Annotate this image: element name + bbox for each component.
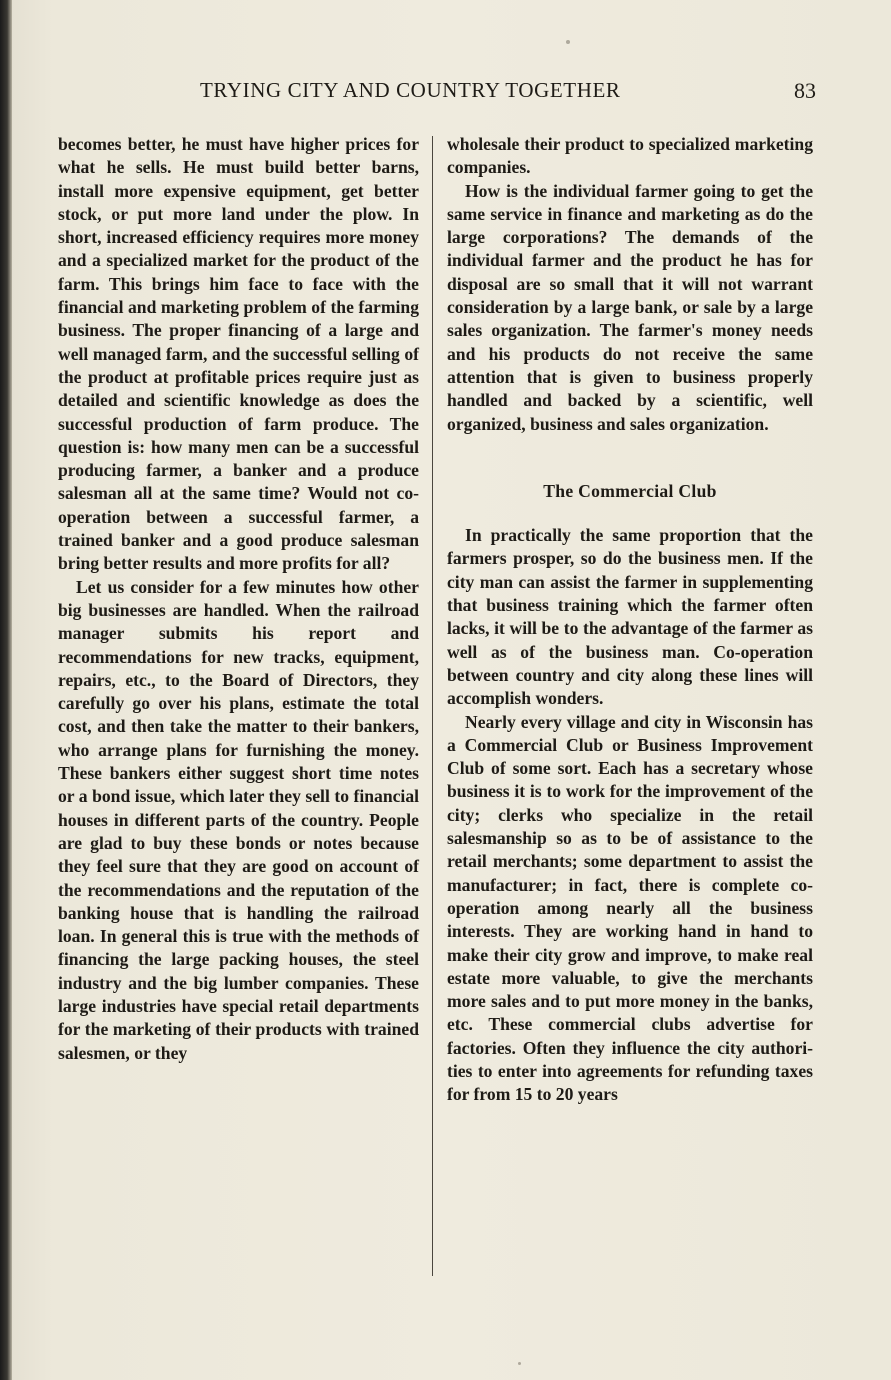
paragraph: becomes better, he must have higher prices for what he sells. He must build better barns, install more expensive equipment, get better stock, or put more land under the plow. In short, increased efficiency requires more money and a specialized market for the product of the farm. This brings him face to face with the financial and marketing problem of the farming business. The proper financing of a large and well managed farm, and the successful selling of the product at profitable prices require just as detailed and scientific knowledge as does the successful production of farm produce. The question is: how many men can be a successful producing farmer, a banker and a produce salesman all at the same time? Would not co-operation between a successful farmer, a trained banker and a good produce salesman bring better results and more profits for all? bbox=[58, 134, 419, 574]
running-title: TRYING CITY AND COUNTRY TOGETHER bbox=[200, 78, 621, 102]
paragraph: In practically the same proportion that the farmers prosper, so do the business men. If the city man can assist the farmer in supplementing that business training which the farmer often lacks, it will be to the advantage of the farmer as well as of the business man. Co-operation between country and city along these lines will accomplish wonders. bbox=[447, 525, 813, 709]
paragraph: Let us consider for a few minutes how other big businesses are handled. When the railroad manager submits his report and recommendations for new tracks, equipment, repairs, etc., to the Board of Directors, they carefully go over his plans, estimate the total cost, and then take the matter to their bankers, who arrange plans for furnishing the money. These bankers either suggest short time notes or a bond issue, which later they sell to financial houses in different parts of the country. People are glad to buy these bonds or notes because they feel sure that they are good on account of the recommendations and the reputation of the banking house that is handling the railroad loan. In general this is true with the methods of financing the large packing houses, the steel industry and the big lumber companies. These large industries have special retail departments for the marketing of their products with trained salesmen, or they bbox=[58, 576, 419, 1063]
right-column bbox=[447, 133, 813, 1107]
page-number: 83 bbox=[794, 78, 816, 103]
column-divider bbox=[432, 136, 433, 1276]
paragraph: Nearly every village and city in Wisconsin has a Commercial Club or Business Improvement Club of some sort. Each has a secretary whose business it is to work for the improvement of the city; clerks who specialize in the retail salesmanship so as to be of assistance to the retail merchants; some department to assist the manufacturer; in fact, there is complete co-operation among nearly all the business interests. They are working hand in hand to make their city grow and improve, to make real estate more valuable, to give the merchants more sales and to put more money in the banks, etc. These commercial clubs advertise for factories. Often they influence the city authorities to enter into agreements for refunding taxes for from 15 to 20 years bbox=[447, 711, 813, 1105]
paragraph: wholesale their product to specialized marketing companies. bbox=[447, 134, 813, 178]
section-heading: The Commercial Club bbox=[543, 480, 717, 501]
left-column bbox=[58, 133, 419, 1065]
paper-speck bbox=[518, 1362, 521, 1365]
paragraph: How is the individual farmer going to get the same service in finance and marketing as do the large corporations? The demands of the individual farmer and the product he has for disposal are so small that it will not warrant consideration by a large bank, or sale by a large sales organization. The farmer's money needs and his products do not receive the same attention that is given to business properly handled and backed by a scientific, well organized, business and sales organization. bbox=[447, 180, 813, 434]
book-binding-edge bbox=[0, 0, 12, 1380]
paper-speck bbox=[566, 40, 570, 44]
page-header bbox=[200, 78, 816, 108]
